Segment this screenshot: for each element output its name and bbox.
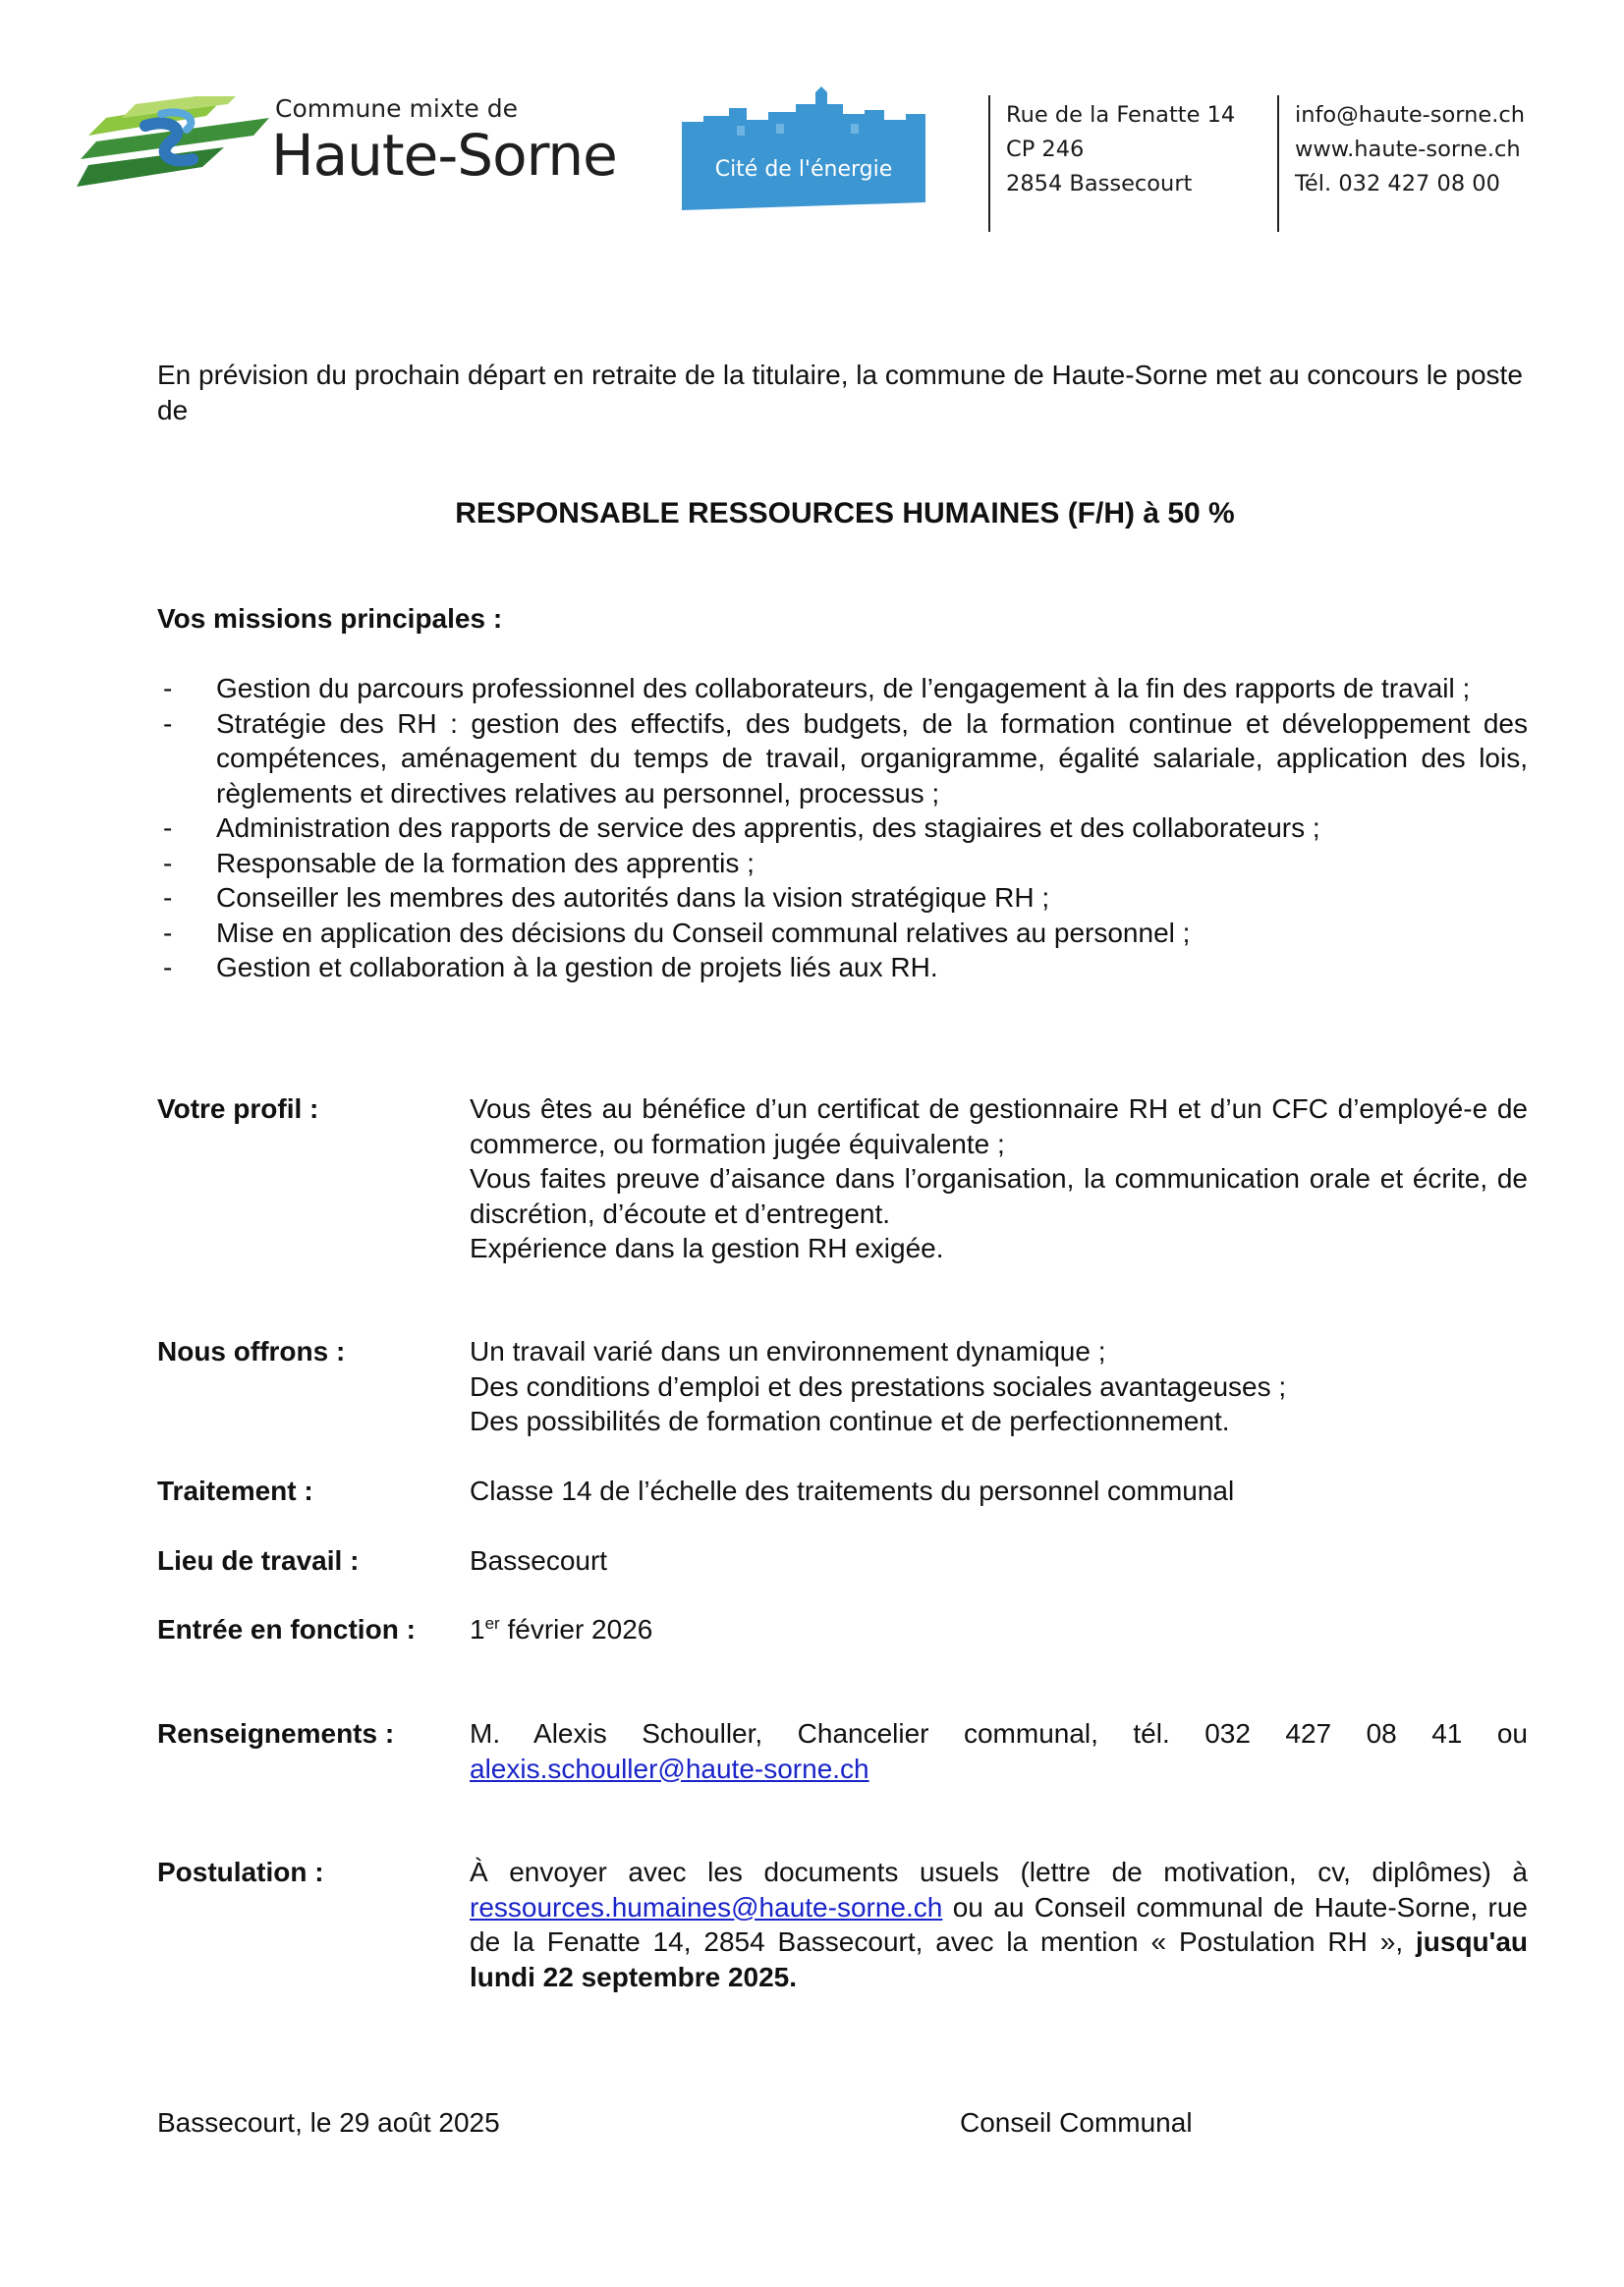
postulation-text: À envoyer avec les documents usuels (lettre de motivation, cv, diplômes) à — [470, 1857, 1528, 1887]
offrons-line: Des conditions d’emploi et des prestations sociales avantageuses ; — [470, 1370, 1287, 1402]
list-item — [157, 846, 1528, 881]
haute-sorne-logo — [77, 94, 627, 202]
postulation-deadline: jusqu'au lundi 22 septembre 2025. — [470, 1926, 1528, 1992]
bullet-dash: - — [163, 673, 173, 703]
header-divider — [988, 95, 990, 232]
intro-paragraph: En prévision du prochain départ en retraite de la titulaire, la commune de Haute-Sorne met au concours le poste de — [157, 360, 1523, 425]
place-date: Bassecourt, le 29 août 2025 — [157, 2107, 500, 2138]
profil-line: Vous êtes au bénéfice d’un certificat de gestionnaire RH et d’un CFC d’employé-e de commerce, ou formation jugée équivalente ; — [470, 1093, 1528, 1159]
mission-text: Conseiller les membres des autorités dans la vision stratégique RH ; — [216, 882, 1050, 913]
lieu-value: Bassecourt — [470, 1545, 608, 1576]
missions-heading: Vos missions principales : — [157, 603, 503, 634]
mission-text: Gestion et collaboration à la gestion de projets liés aux RH. — [216, 952, 938, 982]
profil-label: Votre profil : — [157, 1093, 319, 1124]
profil-line: Expérience dans la gestion RH exigée. — [470, 1233, 944, 1263]
profil-line: Vous faites preuve d’aisance dans l’organisation, la communication orale et écrite, de discrétion, d’écoute et d’entregent. — [470, 1163, 1528, 1229]
traitement-value: Classe 14 de l’échelle des traitements du personnel communal — [470, 1476, 1235, 1506]
renseignements-label: Renseignements : — [157, 1718, 395, 1749]
bullet-dash: - — [163, 707, 173, 739]
cite-energie-label: Cité de l'énergie — [714, 157, 893, 182]
postulation-label: Postulation : — [157, 1857, 324, 1887]
entree-label: Entrée en fonction : — [157, 1614, 416, 1645]
renseignements-value — [470, 1716, 1528, 1786]
offrons-label: Nous offrons : — [157, 1336, 346, 1367]
bullet-dash: - — [163, 917, 173, 948]
mission-text: Responsable de la formation des apprentis ; — [216, 847, 755, 878]
offrons-line: Un travail varié dans un environnement dynamique ; — [470, 1336, 1106, 1367]
haute-sorne-emblem-icon — [77, 96, 273, 195]
mission-text: Mise en application des décisions du Conseil communal relatives au personnel ; — [216, 917, 1191, 948]
list-item — [157, 810, 1528, 846]
renseignements-email-link[interactable]: alexis.schouller@haute-sorne.ch — [470, 1753, 869, 1784]
contact-website[interactable]: www.haute-sorne.ch — [1295, 137, 1521, 162]
cite-energie-skyline-icon — [678, 86, 929, 214]
contact-phone: Tél. 032 427 08 00 — [1295, 171, 1500, 196]
address-line: 2854 Bassecourt — [1006, 171, 1193, 196]
lieu-label: Lieu de travail : — [157, 1545, 360, 1576]
bullet-dash: - — [163, 952, 173, 982]
mission-text: Administration des rapports de service des apprentis, des stagiaires et des collaborateurs ; — [216, 812, 1320, 843]
address-line: Rue de la Fenatte 14 — [1006, 102, 1236, 128]
contact-info — [1295, 98, 1525, 201]
bullet-dash: - — [163, 812, 173, 843]
contact-email[interactable]: info@haute-sorne.ch — [1295, 102, 1526, 128]
entree-ordinal: er — [484, 1614, 500, 1633]
renseignements-text: M. Alexis Schouller, Chancelier communal, tél. 032 427 08 41 ou — [470, 1718, 1528, 1749]
entree-date: février 2026 — [499, 1614, 653, 1645]
postal-address — [1006, 98, 1235, 201]
offrons-value — [470, 1334, 1528, 1439]
header-divider — [1277, 95, 1279, 232]
cite-energie-logo — [678, 86, 929, 214]
list-item — [157, 706, 1528, 811]
list-item — [157, 916, 1528, 951]
entree-value — [470, 1612, 1528, 1647]
entree-day: 1 — [470, 1614, 485, 1645]
list-item — [157, 671, 1528, 706]
address-line: CP 246 — [1006, 137, 1085, 162]
profil-value — [470, 1091, 1528, 1266]
signature: Conseil Communal — [960, 2107, 1193, 2138]
mission-text: Gestion du parcours professionnel des collaborateurs, de l’engagement à la fin des rapports de travail ; — [216, 673, 1471, 703]
list-item — [157, 880, 1528, 916]
offrons-line: Des possibilités de formation continue et de perfectionnement. — [470, 1406, 1230, 1436]
logo-prefix-text: Commune mixte de — [275, 94, 518, 123]
bullet-dash: - — [163, 882, 173, 913]
missions-list — [157, 671, 1528, 985]
list-item — [157, 950, 1528, 985]
postulation-text-after: ou au Conseil communal de Haute-Sorne, rue de la Fenatte 14, 2854 Bassecourt, avec la mention « Postulation RH », — [470, 1891, 1528, 1957]
postulation-email-link[interactable]: ressources.humaines@haute-sorne.ch — [470, 1891, 943, 1923]
job-title: RESPONSABLE RESSOURCES HUMAINES (F/H) à 50 % — [455, 497, 1235, 530]
traitement-label: Traitement : — [157, 1476, 313, 1506]
logo-name-text: Haute-Sorne — [271, 122, 617, 189]
postulation-value — [470, 1855, 1528, 1994]
mission-text: Stratégie des RH : gestion des effectifs, des budgets, de la formation continue et développement des compétences, aménagement du temps de travail, organigramme, égalité salariale, application des lois, règlements et directives relatives au personnel, processus ; — [216, 707, 1528, 809]
bullet-dash: - — [163, 847, 173, 878]
